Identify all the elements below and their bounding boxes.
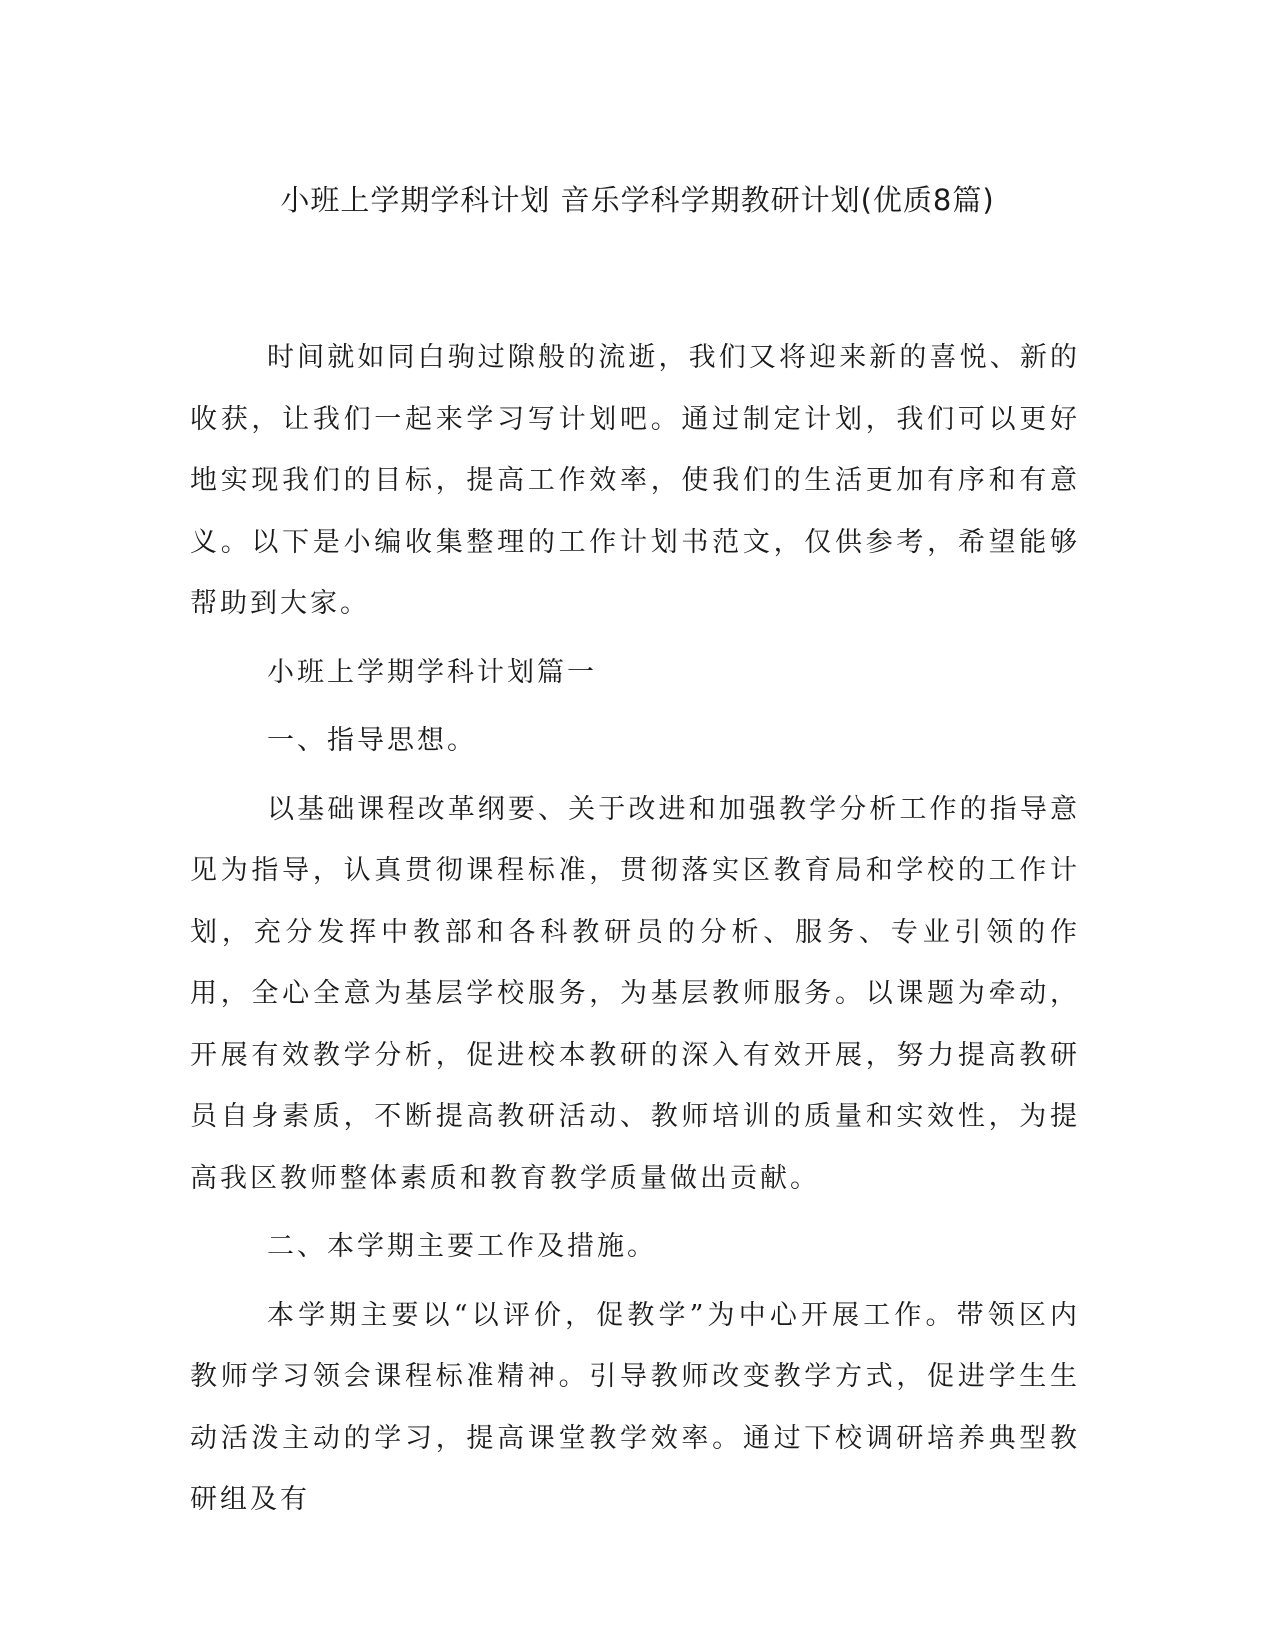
main-work-paragraph: 本学期主要以“以评价，促教学”为中心开展工作。带领区内教师学习领会课程标准精神。引导教师改变教学方式，促进学生生动活泼主动的学习，提高课堂教学效率。通过下校调研培养典型教研组及有 [190, 1299, 1080, 1515]
document-title: 小班上学期学科计划 音乐学科学期教研计划(优质8篇) [280, 183, 995, 217]
guiding-ideology-paragraph: 以基础课程改革纲要、关于改进和加强教学分析工作的指导意见为指导，认真贯彻课程标准，贯彻落实区教育局和学校的工作计划，充分发挥中教部和各科教研员的分析、服务、专业引领的作用，全心全意为基层学校服务，为基层教师服务。以课题为牵动，开展有效教学分析，促进校本教研的深入有效开展，努力提高教研员自身素质，不断提高教研活动、教师培训的质量和实效性，为提高我区教师整体素质和教育教学质量做出贡献。 [190, 793, 1080, 1194]
subheading-main-work: 二、本学期主要工作及措施。 [267, 1231, 657, 1262]
document-body [190, 327, 1080, 1538]
section-heading-part-one: 小班上学期学科计划篇一 [267, 656, 597, 688]
intro-paragraph: 时间就如同白驹过隙般的流逝，我们又将迎来新的喜悦、新的收获，让我们一起来学习写计划吧。通过制定计划，我们可以更好地实现我们的目标，提高工作效率，使我们的生活更加有序和有意义。以下是小编收集整理的工作计划书范文，仅供参考，希望能够帮助到大家。 [190, 342, 1080, 619]
subheading-guiding-ideology: 一、指导思想。 [267, 725, 477, 756]
